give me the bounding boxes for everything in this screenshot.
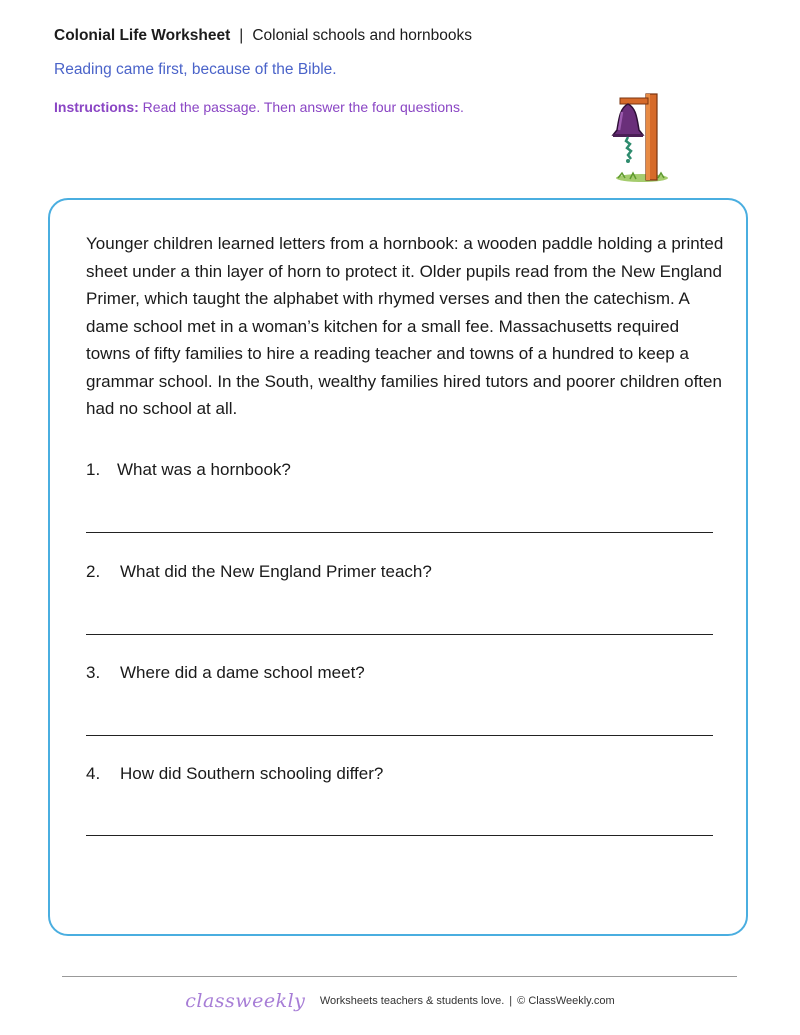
question-4 [86, 764, 383, 784]
worksheet-header [54, 27, 472, 45]
reading-passage: Younger children learned letters from a hornbook: a wooden paddle holding a printed sheet under a thin layer of horn to protect it. Older pupils read from the New England Primer, which taught the alphabet with rhymed verses and then the catechism. A dame school met in a woman’s kitchen for a small fee. Massachusetts required towns of fifty families to hire a reading teacher and towns of a hundred to keep a grammar school. In the South, wealthy families hired tutors and poorer children often had no school at all. [86, 234, 724, 418]
tagline-text: Worksheets teachers & students love. [319, 995, 505, 1007]
instructions-label: Instructions: [54, 99, 139, 115]
answer-line-1[interactable] [86, 532, 713, 533]
instructions [54, 99, 464, 115]
header-separator: | [239, 27, 244, 44]
school-bell-icon [600, 88, 676, 186]
worksheet-subtitle: Reading came first, because of the Bible. [54, 61, 337, 78]
instructions-text: Read the passage. Then answer the four questions. [142, 99, 464, 115]
question-text: What did the New England Primer teach? [120, 562, 432, 581]
question-1 [86, 460, 291, 480]
question-number: 1. [86, 460, 101, 479]
question-number: 3. [86, 663, 101, 682]
question-2 [86, 562, 432, 582]
question-text: Where did a dame school meet? [120, 663, 365, 682]
worksheet-topic: Colonial schools and hornbooks [252, 27, 473, 44]
question-3 [86, 663, 365, 683]
answer-line-2[interactable] [86, 634, 713, 635]
footer [0, 990, 800, 1012]
footer-separator: | [509, 995, 513, 1007]
copyright-text: © ClassWeekly.com [517, 995, 615, 1007]
answer-line-3[interactable] [86, 735, 713, 736]
footer-tagline [320, 995, 615, 1007]
question-number: 2. [86, 562, 101, 581]
question-text: What was a hornbook? [117, 460, 291, 479]
worksheet-title: Colonial Life Worksheet [54, 27, 231, 44]
brand-logo: classweekly [185, 990, 306, 1012]
question-number: 4. [86, 764, 101, 783]
footer-divider [62, 976, 737, 977]
answer-line-4[interactable] [86, 835, 713, 836]
question-text: How did Southern schooling differ? [120, 764, 384, 783]
